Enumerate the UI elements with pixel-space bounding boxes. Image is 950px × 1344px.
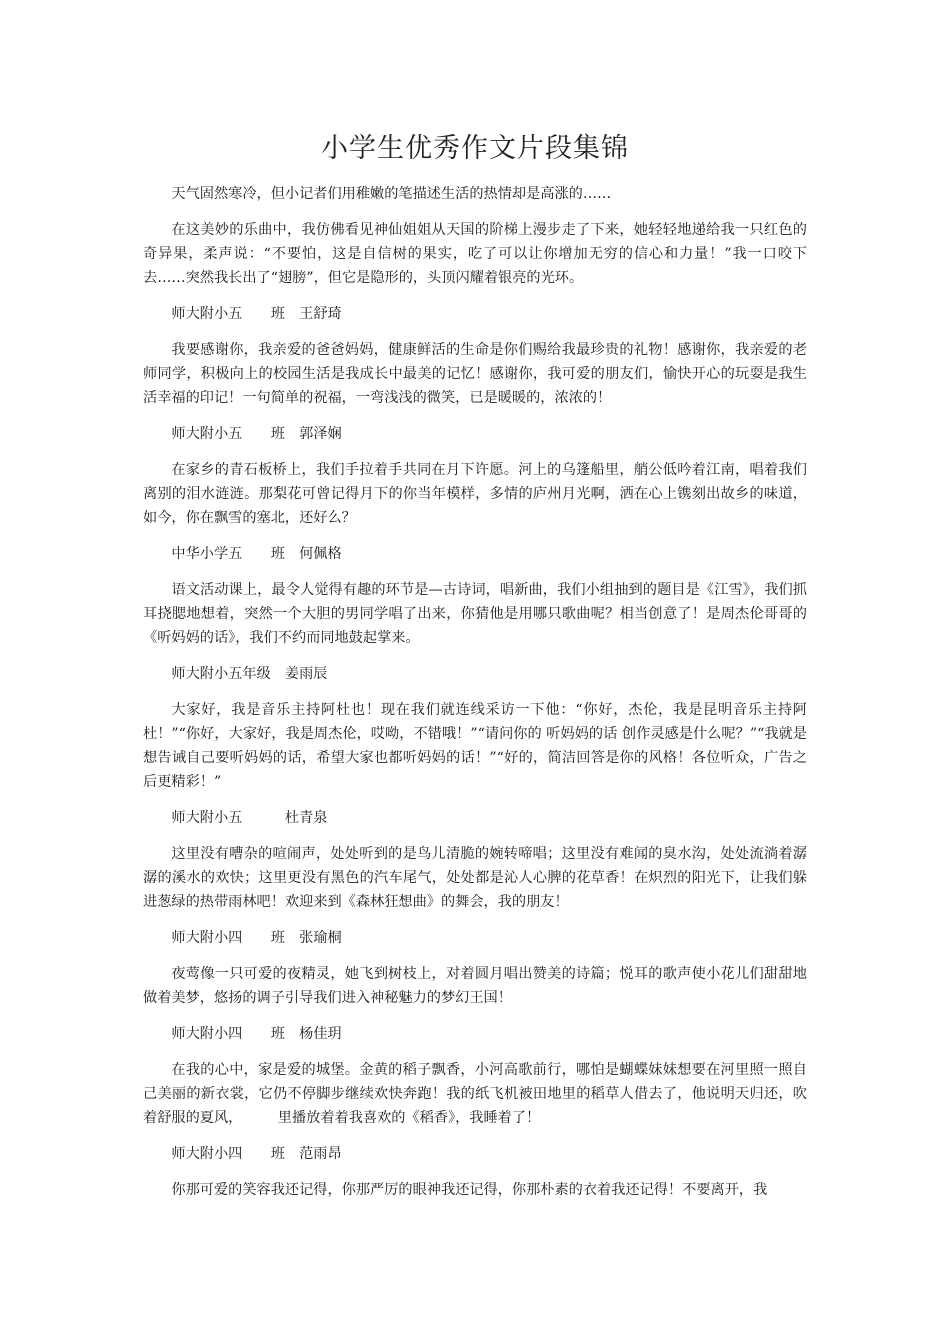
author-signature: 师大附小四 班 张瑜桐 [171, 930, 342, 946]
essay-paragraph: 这里没有嘈杂的喧闹声，处处听到的是鸟儿清脆的婉转啼唱；这里没有难闻的臭水沟，处处流淌着潺潺的溪水的欢快；这里更没有黑色的汽车尾气，处处都是沁人心脾的花草香！在炽烈的阳光下，让我们躲进葱绿的热带雨林吧！欢迎来到《森林狂想曲》的舞会，我的朋友！ [143, 846, 807, 910]
author-signature: 师大附小五 班 郭泽娴 [171, 426, 342, 442]
intro-paragraph: 天气固然寒冷，但小记者们用稚嫩的笔描述生活的热情却是高涨的…… [171, 186, 612, 202]
document-title: 小学生优秀作文片段集锦 [321, 133, 629, 164]
author-signature: 师大附小四 班 范雨昂 [171, 1146, 342, 1162]
essay-paragraph: 大家好，我是音乐主持阿杜也！现在我们就连线采访一下他：“你好，杰伦，我是昆明音乐主持阿杜！”“你好，大家好，我是周杰伦，哎呦，不错哦！”“请问你的 听妈妈的话 创作灵感是什么呢？”“我就是想告诫自己要听妈妈的话，希望大家也都听妈妈的话！”“好的，简洁回答是你的风格！各位听众，广告之后更精彩！” [143, 702, 807, 790]
essay-paragraph: 我要感谢你，我亲爱的爸爸妈妈，健康鲜活的生命是你们赐给我最珍贵的礼物！感谢你，我亲爱的老师同学，积极向上的校园生活是我成长中最美的记忆！感谢你，我可爱的朋友们，愉快开心的玩耍是我生活幸福的印记！一句简单的祝福，一弯浅浅的微笑，已是暖暖的，浓浓的！ [143, 342, 807, 406]
essay-paragraph: 在这美妙的乐曲中，我仿佛看见神仙姐姐从天国的阶梯上漫步走了下来，她轻轻地递给我一只红色的奇异果，柔声说：“不要怕，这是自信树的果实，吃了可以让你增加无穷的信心和力量！”我一口咬下去……突然我长出了“翅膀”，但它是隐形的，头顶闪耀着银亮的光环。 [143, 222, 807, 286]
author-signature: 师大附小五 杜青泉 [171, 810, 328, 826]
essay-paragraph: 你那可爱的笑容我还记得，你那严厉的眼神我还记得，你那朴素的衣着我还记得！不要离开，我 [171, 1182, 768, 1198]
essay-paragraph: 在我的心中，家是爱的城堡。金黄的稻子飘香，小河高歌前行，哪怕是蝴蝶妹妹想要在河里照一照自己美丽的新衣裳，它仍不停脚步继续欢快奔跑！我的纸飞机被田地里的稻草人借去了，他说明天归还，吹着舒服的夏风， 里播放着着我喜欢的《稻香》，我睡着了！ [143, 1062, 807, 1126]
author-signature: 中华小学五 班 何佩格 [171, 546, 342, 562]
essay-paragraph: 语文活动课上，最令人觉得有趣的环节是—古诗词，唱新曲，我们小组抽到的题目是《江雪》，我们抓耳挠腮地想着，突然一个大胆的男同学唱了出来，你猜他是用哪只歌曲呢？相当创意了！是周杰伦哥哥的《听妈妈的话》，我们不约而同地鼓起掌来。 [143, 582, 807, 646]
author-signature: 师大附小五 班 王舒琦 [171, 306, 342, 322]
essay-paragraph: 在家乡的青石板桥上，我们手拉着手共同在月下许愿。河上的乌篷船里，艄公低吟着江南，唱着我们离别的泪水涟涟。那梨花可曾记得月下的你当年模样，多情的庐州月光啊，洒在心上镌刻出故乡的味道，如今，你在飘雪的塞北，还好么？ [143, 462, 807, 526]
author-signature: 师大附小四 班 杨佳玥 [171, 1026, 342, 1042]
document-body [143, 182, 807, 1214]
author-signature: 师大附小五年级 姜雨辰 [171, 666, 328, 682]
essay-paragraph: 夜莺像一只可爱的夜精灵，她飞到树枝上，对着圆月唱出赞美的诗篇；悦耳的歌声使小花儿们甜甜地做着美梦，悠扬的调子引导我们进入神秘魅力的梦幻王国！ [143, 966, 807, 1006]
